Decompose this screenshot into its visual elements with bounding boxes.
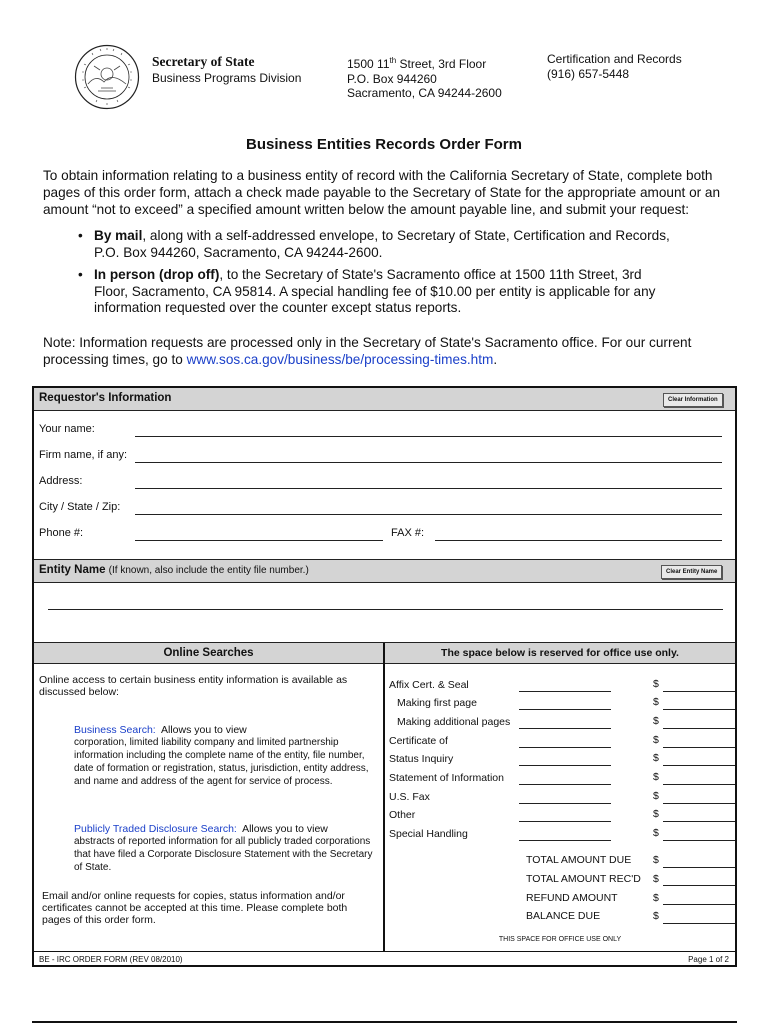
item-count-field[interactable] (519, 691, 611, 692)
city-state-zip-field[interactable] (135, 514, 722, 515)
dollar-sign: $ (653, 752, 659, 764)
ptd-search-link[interactable]: Publicly Traded Disclosure Search: (74, 823, 237, 835)
processing-note: Note: Information requests are processed only in the Secretary of State's Sacramento office. For our current processing times, go to www.sos.ca.gov/business/be/processing-times.htm. (43, 335, 692, 367)
form-id: BE - IRC ORDER FORM (REV 08/2010) (39, 955, 183, 964)
address-field[interactable] (135, 488, 722, 489)
order-form (32, 386, 737, 967)
intro-paragraph: To obtain information relating to a business entity of record with the California Secretary of State, complete both pages of this order form, attach a check made payable to the Secretary of State for the appropriate amount or an amount “not to exceed” a specified amount written below the amount payable line, and submit your request: (43, 168, 721, 217)
dollar-sign: $ (653, 771, 659, 783)
amount-field[interactable] (663, 709, 735, 710)
amount-field[interactable] (663, 840, 735, 841)
requestor-title: Requestor's Information (39, 392, 172, 404)
fax-field[interactable] (435, 540, 722, 541)
clear-entity-name-button[interactable]: Clear Entity Name (661, 565, 722, 579)
office-address: 1500 11th Street, 3rd Floor P.O. Box 944260 Sacramento, CA 94244-2600 (347, 56, 502, 100)
amount-field[interactable] (663, 765, 735, 766)
your-name-label: Your name: (39, 423, 95, 435)
item-count-field[interactable] (519, 803, 611, 804)
item-label: Special Handling (389, 828, 468, 840)
certification-contact: Certification and Records (916) 657-5448 (547, 52, 682, 81)
dollar-sign: $ (653, 715, 659, 727)
dollar-sign: $ (653, 827, 659, 839)
division-name: Business Programs Division (152, 71, 302, 85)
item-label: Affix Cert. & Seal (389, 679, 469, 691)
fax-label: FAX #: (391, 527, 425, 539)
firm-name-field[interactable] (135, 462, 722, 463)
total-field[interactable] (663, 923, 735, 924)
total-label: TOTAL AMOUNT REC'D (526, 873, 641, 885)
item-count-field[interactable] (519, 840, 611, 841)
address-label: Address: (39, 475, 83, 487)
city-state-zip-label: City / State / Zip: (39, 501, 121, 513)
item-count-field[interactable] (519, 784, 611, 785)
business-search-block: Business Search: Allows you to view corporation, limited liability company and limited partnership information including the complete name of the entity, file number, date of formation or registration, status, jurisdiction, entity address, and name and address of the agent for service of process. (74, 724, 369, 787)
item-count-field[interactable] (519, 709, 611, 710)
online-searches-title: Online Searches (163, 647, 254, 659)
total-label: TOTAL AMOUNT DUE (526, 854, 632, 866)
bullet-mail: • By mail, along with a self-addressed envelope, to Secretary of State, Certification and Records, P.O. Box 944260, Sacramento, CA 94244-2600. (76, 228, 676, 261)
item-label: U.S. Fax (389, 791, 430, 803)
dollar-sign: $ (653, 678, 659, 690)
office-name: Secretary of State (152, 54, 255, 69)
total-field[interactable] (663, 885, 735, 886)
item-label: Certificate of (389, 735, 448, 747)
item-count-field[interactable] (519, 728, 611, 729)
firm-name-label: Firm name, if any: (39, 449, 128, 461)
office-use-title: The space below is reserved for office use only. (441, 647, 679, 659)
amount-field[interactable] (663, 821, 735, 822)
item-label: Statement of Information (389, 772, 504, 784)
page-number: Page 1 of 2 (688, 955, 729, 964)
dollar-sign: $ (653, 734, 659, 746)
amount-field[interactable] (663, 784, 735, 785)
total-label: BALANCE DUE (526, 910, 601, 922)
dollar-sign: $ (653, 854, 659, 866)
office-use-footer: THIS SPACE FOR OFFICE USE ONLY (498, 936, 622, 943)
online-footer-note: Email and/or online requests for copies, status information and/or certificates cannot be accepted at this time. Please complete both pages of this order form. (42, 890, 348, 926)
item-count-field[interactable] (519, 765, 611, 766)
business-search-link[interactable]: Business Search: (74, 724, 156, 736)
item-count-field[interactable] (519, 747, 611, 748)
amount-field[interactable] (663, 803, 735, 804)
california-seal (74, 44, 140, 110)
dollar-sign: $ (653, 696, 659, 708)
bullet-in-person: • In person (drop off), to the Secretary of State's Sacramento office at 1500 11th Street, 3rd Floor, Sacramento, CA 95814. A special handling fee of $10.00 per entity is applicable for any information requested over the counter except status reports. (76, 267, 676, 317)
total-label: REFUND AMOUNT (526, 892, 618, 904)
item-label: Other (389, 809, 416, 821)
amount-field[interactable] (663, 747, 735, 748)
clear-information-button[interactable]: Clear Information (663, 393, 723, 407)
item-label: Status Inquiry (389, 753, 454, 765)
dollar-sign: $ (653, 892, 659, 904)
column-divider (383, 643, 385, 952)
item-label: Making first page (397, 697, 477, 709)
amount-field[interactable] (663, 728, 735, 729)
submission-methods (76, 228, 676, 323)
dollar-sign: $ (653, 873, 659, 885)
entity-name-field[interactable] (48, 609, 723, 610)
phone-field[interactable] (135, 540, 383, 541)
total-field[interactable] (663, 867, 735, 868)
dollar-sign: $ (653, 790, 659, 802)
processing-times-link[interactable]: www.sos.ca.gov/business/be/processing-times.htm (186, 352, 494, 367)
page-title: Business Entities Records Order Form (246, 136, 522, 153)
your-name-field[interactable] (135, 436, 722, 437)
next-page-edge (32, 1021, 737, 1023)
amount-field[interactable] (663, 691, 735, 692)
ptd-search-block: Publicly Traded Disclosure Search: Allows you to view abstracts of reported information for all publicly traded corporations that have filed a Corporate Disclosure Statement with the Secretary of State. (74, 823, 373, 873)
total-field[interactable] (663, 904, 735, 905)
entity-title: Entity Name (If known, also include the entity file number.) (39, 564, 309, 576)
online-intro: Online access to certain business entity information is available as discussed below: (39, 674, 348, 698)
dollar-sign: $ (653, 910, 659, 922)
dollar-sign: $ (653, 808, 659, 820)
item-label: Making additional pages (397, 716, 511, 728)
item-count-field[interactable] (519, 821, 611, 822)
phone-label: Phone #: (39, 527, 84, 539)
